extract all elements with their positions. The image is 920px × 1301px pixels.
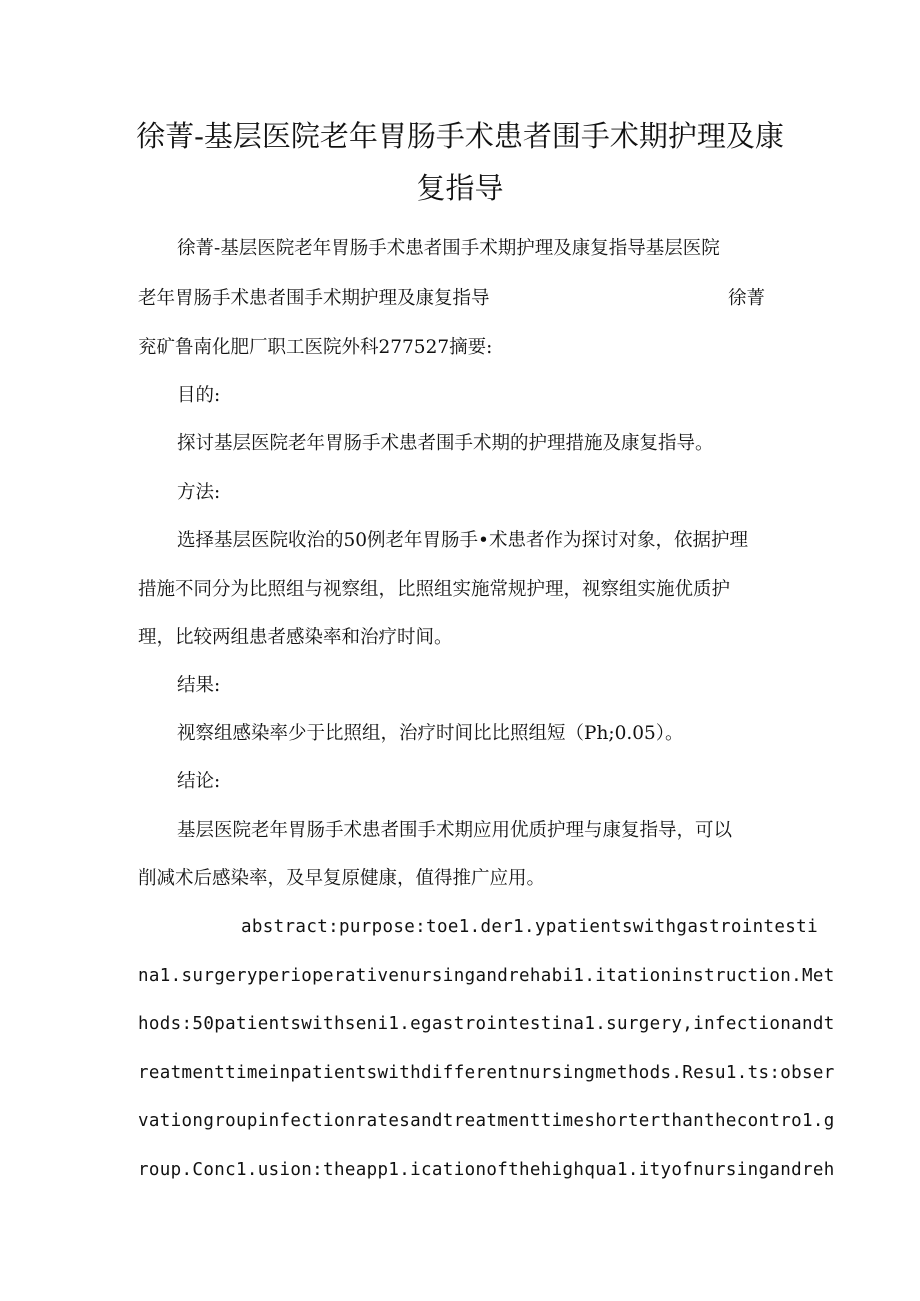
method-line-3: 理，比较两组患者感染率和治疗时间。 (138, 627, 453, 648)
abstract-line-3: hods:50patientswithseni1.egastrointestina1.surgery,infectionandt (138, 1014, 835, 1034)
abstract-line-1: abstract:purpose:toe1.der1.ypatientswithgastrointesti (241, 917, 818, 937)
method-label: 方法: (177, 482, 221, 503)
affiliation-line: 兖矿鲁南化肥厂职工医院外科277527摘要: (138, 337, 493, 358)
abstract-line-2: na1.surgeryperioperativenursingandrehabi1.itationinstruction.Met (138, 966, 835, 986)
abstract-line-5: vationgroupinfectionratesandtreatmenttimeshorterthanthecontro1.g (138, 1111, 835, 1131)
conclusion-line-1: 基层医院老年胃肠手术患者围手术期应用优质护理与康复指导，可以 (177, 820, 733, 841)
conclusion-line-2: 削减术后感染率，及早复原健康，值得推广应用。 (138, 868, 546, 889)
document-title (120, 110, 800, 214)
title-line-2: 复指导 (416, 171, 504, 205)
abstract-line-6: roup.Conc1.usion:theapp1.icationofthehighqua1.ityofnursingandreh (138, 1160, 835, 1180)
method-line-1: 选择基层医院收治的50例老年胃肠手•术患者作为探讨对象，依据护理 (177, 530, 748, 551)
abstract-line-4: reatmenttimeinpatientswithdifferentnursingmethods.Resu1.ts:obser (138, 1063, 835, 1083)
intro-line-2: 老年胃肠手术患者围手术期护理及康复指导 (138, 288, 490, 309)
title-line-1: 徐菁-基层医院老年胃肠手术患者围手术期护理及康 (136, 119, 784, 153)
result-label: 结果: (177, 675, 221, 696)
method-line-2: 措施不同分为比照组与视察组，比照组实施常规护理，视察组实施优质护 (138, 579, 731, 600)
result-text: 视察组感染率少于比照组，治疗时间比比照组短（Ph;0.05）。 (177, 723, 684, 744)
author-name: 徐菁 (728, 288, 766, 309)
objective-text: 探讨基层医院老年胃肠手术患者围手术期的护理措施及康复指导。 (177, 433, 714, 454)
conclusion-label: 结论: (177, 771, 221, 792)
objective-label: 目的: (177, 385, 221, 406)
intro-line-1: 徐菁-基层医院老年胃肠手术患者围手术期护理及康复指导基层医院 (177, 238, 720, 259)
